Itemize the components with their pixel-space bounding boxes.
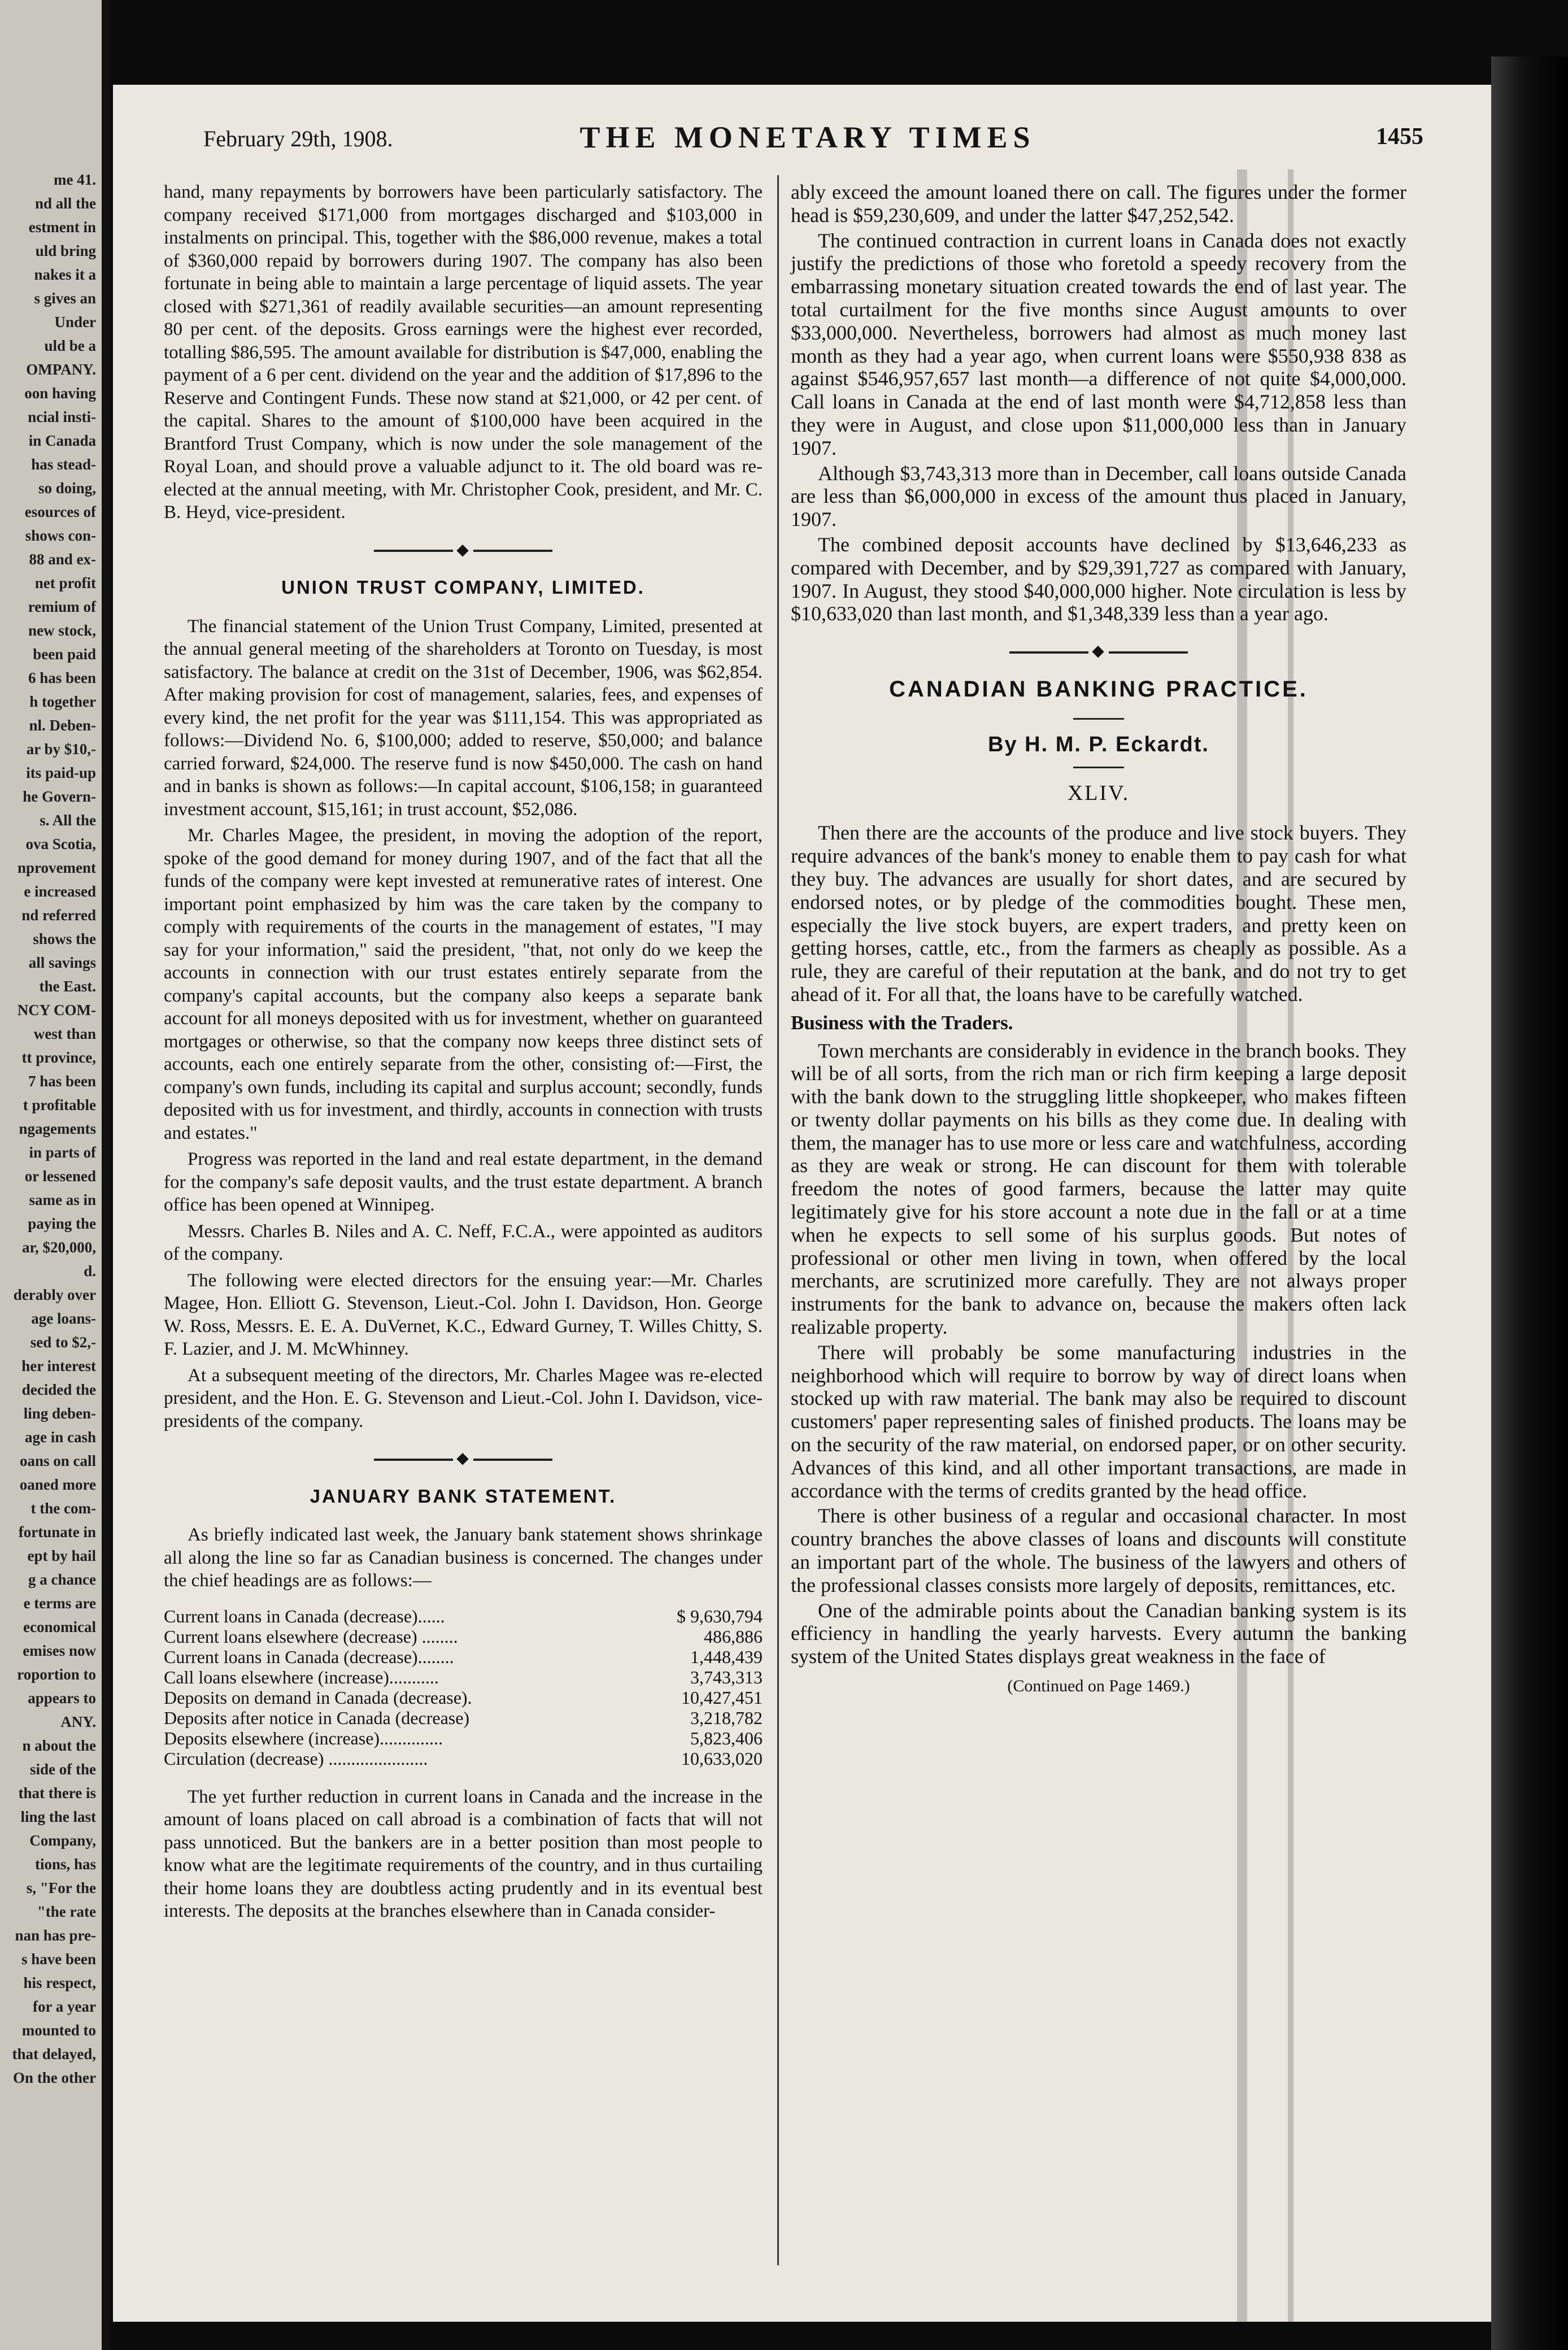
row-label: Current loans in Canada (decrease)........ [164,1646,454,1667]
section-ornament: ◆ [791,640,1406,663]
margin-fragment: the East. [39,978,96,995]
bank-statement-paragraph: The combined deposit accounts have declined by $13,646,233 as compared with December, and by $29,391,727 as compared with January, 1907. In August, they stood $40,000,000 higher. Note circulation is less by $10,633,020 than last month, and $1,348,339 less than a year ago. [791,533,1406,625]
row-value: $ 9,630,794 [677,1605,763,1626]
margin-fragment: its paid-up [26,764,96,781]
margin-fragment: nprovement [18,859,96,876]
union-trust-paragraph: Messrs. Charles B. Niles and A. C. Neff, F.C.A., were appointed as auditors of the company. [164,1221,763,1264]
row-label: Call loans elsewhere (increase)........... [164,1666,439,1687]
book-edge-shadow [1491,56,1568,2350]
previous-page-margin [0,0,110,2350]
margin-fragment: been paid [33,646,96,663]
margin-fragment: economical [23,1618,96,1635]
bank-changes-table [164,1606,763,1769]
margin-fragment: tions, has [34,1856,96,1873]
margin-fragment: paying the [28,1215,96,1232]
margin-fragment: ling the last [20,1808,96,1825]
margin-fragment: shows con- [25,527,96,544]
margin-fragment: that delayed, [12,2046,96,2062]
margin-fragment: estment in [28,219,96,236]
margin-fragment: s gives an [34,290,96,307]
margin-fragment: Under [54,314,96,330]
table-row [164,1687,763,1708]
row-value: 10,633,020 [681,1748,763,1769]
banking-practice-paragraph: There will probably be some manufacturing industries in the neighborhood which will require to borrow by way of direct loans when stocked up with raw material. The bank may also be required to discount customers' paper representing sales of finished products. The loans may be on the security of the raw material, on endorsed paper, or on other security. Advances of this kind, and all other important transactions, are made in accordance with the terms of credits granted by the head office. [791,1341,1406,1502]
union-trust-paragraph: The following were elected directors for the ensuing year:—Mr. Charles Magee, Hon. Elliott G. Stevenson, Lieut.-Col. John I. Davidson, Hon. George W. Ross, Messrs. E. E. A. DuVernet, K.C., Edward Gurney, T. Willes Chitty, S. F. Lazier, and J. M. McWhinney. [164,1270,763,1359]
author-byline: By H. M. P. Eckardt. [988,732,1209,756]
table-row [164,1606,763,1626]
margin-fragment: nd referred [21,907,96,924]
table-row [164,1667,763,1687]
margin-fragment: in parts of [29,1144,96,1161]
margin-fragment: ova Scotia, [25,835,96,852]
margin-fragment: remium of [28,598,96,615]
margin-fragment: or lessened [24,1168,96,1185]
banking-practice-paragraph: There is other business of a regular and occasional character. In most country branches the above classes of loans and discounts will constitute an important part of the whole. The business of the lawyers and others of the professional classes consists more largely of deposits, remittances, etc. [791,1504,1406,1596]
row-value: 3,218,782 [690,1707,763,1728]
margin-fragment: net profit [34,575,96,591]
margin-fragment: 6 has been [28,669,96,686]
table-row [164,1728,763,1748]
january-bank-heading: JANUARY BANK STATEMENT. [310,1485,617,1507]
margin-fragment: g a chance [28,1571,96,1588]
margin-fragment: t profitable [23,1096,96,1113]
row-value: 1,448,439 [690,1646,763,1667]
bank-statement-paragraph: The continued contraction in current loans in Canada does not exactly justify the predictions of those who foretold a speedy recovery from the embarrassing monetary situation created towards the end of last year. The total curtailment for the five months since August amounts to over $33,000,000. Nevertheless, borrowers had almost as much money last month as they had a year ago, when current loans were $550,938 838 as against $546,957,657 last month—a difference of not quite $4,000,000. Call loans in Canada at the end of last month were $4,712,858 less than they were in August, and close upon $11,000,000 less than in January 1907. [791,229,1406,459]
traders-subheading: Business with the Traders. [791,1011,1013,1034]
banking-practice-paragraph: Town merchants are considerably in evidence in the branch books. They will be of all sorts, from the rich man or rich firm keeping a large deposit with the bank down to the struggling little shopkeeper, who makes fifteen or twenty dollar payments on his bills as they come due. In dealing with them, the manager has to use more or less care and watchfulness, according as they are weak or strong. He can discount for them with tolerable freedom the notes of good farmers, because the latter may quite legitimately give for his store account a note due in the fall or at a time when he expects to sell some of his surplus goods. But notes of professional or other men living in town, when offered by the local merchants, are scrutinized more carefully. They are not always proper instruments for the bank to advance on, because the makers often lack realizable property. [791,1039,1406,1339]
margin-fragment: age loans- [31,1310,96,1327]
masthead-title: THE MONETARY TIMES [580,120,1036,154]
margin-fragment: d. [84,1263,96,1280]
table-row [164,1626,763,1647]
royal-loan-continuation: hand, many repayments by borrowers have been particularly satisfactory. The company received $171,000 from mortgages discharged and $103,000 in instalments on principal. This, together with the $86,000 revenue, makes a total of $360,000 repaid by borrowers during 1907. The company has also been fortunate in being able to maintain a large percentage of liquid assets. The year closed with $271,361 of readily available securities—an amount representing 80 per cent. of the deposits. Gross earnings were the highest ever recorded, totalling $86,595. The amount available for distribution is $47,000, enabling the payment of a 6 per cent. dividend on the year and the addition of $17,896 to the Reserve and Contingent Funds. These now stand at $21,000, or 42 per cent. of the capital. Shares to the amount of $100,000 have been acquired in the Brantford Trust Company, which is now under the sole management of the Royal Loan, and should prove a valuable adjunct to it. The old board was re-elected at the annual meeting, with Mr. Christopher Cook, president, and Mr. C. B. Heyd, vice-president. [164,182,763,523]
margin-fragment: side of the [30,1761,96,1778]
margin-fragment: ngagements [19,1120,96,1137]
margin-fragment: tt province, [21,1049,96,1066]
page-crease [1237,169,1247,2322]
margin-fragment: her interest [21,1357,96,1374]
margin-fragment: appears to [28,1690,96,1707]
margin-fragment: On the other [13,2069,96,2086]
margin-fragment: s. All the [40,812,96,829]
margin-fragment: mounted to [21,2022,96,2039]
margin-fragment: e increased [24,883,96,900]
banking-practice-paragraph: Then there are the accounts of the produce and live stock buyers. They require advances of the bank's money to enable them to pay cash for what they buy. The advances are usually for short dates, and are secured by endorsed notes, or by pledge of the commodities bought. These men, especially the live stock buyers, are expert traders, and pretty keen on getting horses, cattle, etc., from the farmers as cheaply as possible. As a rule, they are careful of their reputation at the bank, and do not try to get ahead of it. For all that, the loans have to be carefully watched. [791,821,1406,1006]
section-ornament: ◆ [164,539,763,562]
title-rule [1073,718,1124,720]
byline-rule [1073,767,1124,768]
margin-fragment: same as in [29,1191,96,1208]
margin-fragment: ncial insti- [28,408,96,425]
margin-fragment: nd all the [34,195,96,212]
margin-fragment: 7 has been [28,1073,96,1090]
margin-fragment: decided the [21,1381,96,1398]
margin-fragment: he Govern- [23,788,96,805]
union-trust-paragraph: Progress was reported in the land and real estate department, in the demand for the company's safe deposit vaults, and the trust estate department. A branch office has been opened at Winnipeg. [164,1149,763,1215]
column-divider [777,175,779,2265]
margin-fragment: s, "For the [26,1879,96,1896]
table-row [164,1748,763,1769]
issue-date: February 29th, 1908. [203,126,393,151]
section-ornament: ◆ [164,1447,763,1470]
union-trust-paragraph: At a subsequent meeting of the directors, Mr. Charles Magee was re-elected president, and the Hon. E. G. Stevenson and Lieut.-Col. John I. Davidson, vice-presidents of the company. [164,1365,763,1431]
continued-note: (Continued on Page 1469.) [1007,1677,1190,1696]
margin-fragment: ar, $20,000, [21,1239,96,1256]
union-trust-heading: UNION TRUST COMPANY, LIMITED. [281,577,645,598]
row-label: Current loans elsewhere (decrease) ........ [164,1626,458,1647]
union-trust-paragraph: Mr. Charles Magee, the president, in moving the adoption of the report, spoke of the good demand for money during 1907, and of the fact that all the funds of the company were kept invested at remunerative rates of interest. One important point emphasized by him was the care taken by the company to comply with requirements of the courts in the management of estates, "I may say for your information," said the president, "that, not only do we keep the accounts in connection with our trust estates entirely separate from the company's capital accounts, but the company also keeps a separate bank account for all moneys deposited with us for investment, whether on guaranteed mortgages or otherwise, so that the company now keeps three distinct sets of accounts, each one entirely separate from the other, consisting of:—First, the company's own funds, including its capital and surplus account; secondly, funds deposited with us for investment, and thirdly, accounts in connection with trusts and estates." [164,825,763,1143]
margin-fragment: in Canada [28,432,96,449]
bank-statement-paragraph: Although $3,743,313 more than in December, call loans outside Canada are less than $6,000,000 in excess of the amount thus placed in January, 1907. [791,462,1406,531]
row-label: Current loans in Canada (decrease)...... [164,1605,445,1626]
bank-statement-continuation: ably exceed the amount loaned there on call. The figures under the former head is $59,230,609, and under the latter $47,252,542. [791,181,1406,227]
margin-fragment: oans on call [19,1452,96,1469]
row-value: 486,886 [704,1626,763,1647]
margin-fragment: fortunate in [18,1524,96,1540]
margin-fragment: roportion to [17,1666,96,1683]
margin-fragment: ling deben- [23,1405,96,1422]
newspaper-page [113,85,1491,2322]
banking-practice-title: CANADIAN BANKING PRACTICE. [889,676,1308,702]
page-header [158,120,1457,165]
margin-fragment: ept by hail [27,1547,96,1564]
margin-fragment: age in cash [24,1429,96,1446]
margin-fragment: shows the [33,930,96,947]
margin-fragment: 88 and ex- [29,551,96,568]
margin-fragment: t the com- [31,1500,96,1517]
margin-fragment: nan has pre- [15,1927,96,1944]
row-value: 10,427,451 [681,1687,763,1708]
table-row [164,1708,763,1728]
margin-fragment: s have been [21,1951,96,1968]
margin-fragment: e terms are [23,1595,96,1612]
margin-fragment: nakes it a [34,266,96,283]
page-crease [1288,169,1293,2322]
page-number: 1455 [1376,124,1423,150]
margin-fragment: n about the [22,1737,96,1754]
banking-practice-paragraph: One of the admirable points about the Canadian banking system is its efficiency in handling the yearly harvests. Every autumn the banking system of the United States displays great weakness in the face of [791,1599,1406,1668]
row-value: 5,823,406 [690,1727,763,1748]
margin-fragment: oon having [24,385,96,402]
january-bank-paragraph: The yet further reduction in current loans in Canada and the increase in the amount of loans placed on call abroad is a combination of facts that will not pass unnoticed. But the bankers are in a better position than most people to know what are the legitimate requirements of the country, and in thus curtailing their home loans they are doubtless acting prudently and in its eventual best interests. The deposits at the branches elsewhere than in Canada consider- [164,1786,763,1921]
margin-fragment: esources of [24,503,96,520]
table-row [164,1647,763,1667]
margin-fragment: OMPANY. [26,361,96,378]
row-label: Deposits after notice in Canada (decrease) [164,1707,470,1728]
margin-fragment: west than [33,1025,96,1042]
row-label: Deposits on demand in Canada (decrease). [164,1687,472,1708]
row-label: Deposits elsewhere (increase).............. [164,1727,443,1748]
union-trust-paragraph: The financial statement of the Union Trust Company, Limited, presented at the annual general meeting of the shareholders at Toronto on Tuesday, is most satisfactory. The balance at credit on the 31st of December, 1906, was $62,854. After making provision for cost of management, salaries, fees, and expenses of every kind, the net profit for the year was $111,154. This was appropriated as follows:—Dividend No. 6, $100,000; added to reserve, $50,000; and balance carried forward, $24,000. The reserve fund is now $450,000. The cash on hand and in banks is shown as follows:—In capital account, $106,158; in guaranteed investment account, $15,161; in trust account, $52,086. [164,616,763,820]
margin-fragment: all savings [28,954,96,971]
margin-fragment: Company, [29,1832,96,1849]
margin-fragment: me 41. [54,171,96,188]
margin-fragment: has stead- [31,456,96,473]
margin-fragment: so doing, [38,480,96,497]
margin-fragment: uld bring [35,242,96,259]
margin-fragment: derably over [13,1286,96,1303]
margin-fragment: emises now [23,1642,96,1659]
left-column [164,181,763,1926]
margin-fragment: ar by $10,- [26,741,96,758]
margin-fragment: NCY COM- [17,1002,96,1019]
margin-fragment: h together [29,693,96,710]
january-bank-paragraph: As briefly indicated last week, the January bank statement shows shrinkage all along the line so far as Canadian business is concerned. The changes under the chief headings are as follows:— [164,1525,763,1591]
margin-fragment: his respect, [23,1974,96,1991]
margin-fragment: oaned more [19,1476,96,1493]
margin-fragment: new stock, [28,622,96,639]
right-column [791,181,1406,1698]
margin-fragment: sed to $2,- [30,1334,96,1351]
row-value: 3,743,313 [690,1666,763,1687]
row-label: Circulation (decrease) ...................... [164,1748,428,1769]
article-number: XLIV. [1067,781,1130,805]
margin-fragment: nl. Deben- [29,717,96,734]
margin-fragment: uld be a [44,337,96,354]
margin-fragment: "the rate [37,1903,96,1920]
margin-fragment: that there is [18,1785,96,1801]
margin-fragment: for a year [33,1998,96,2015]
margin-fragment: ANY. [60,1713,96,1730]
